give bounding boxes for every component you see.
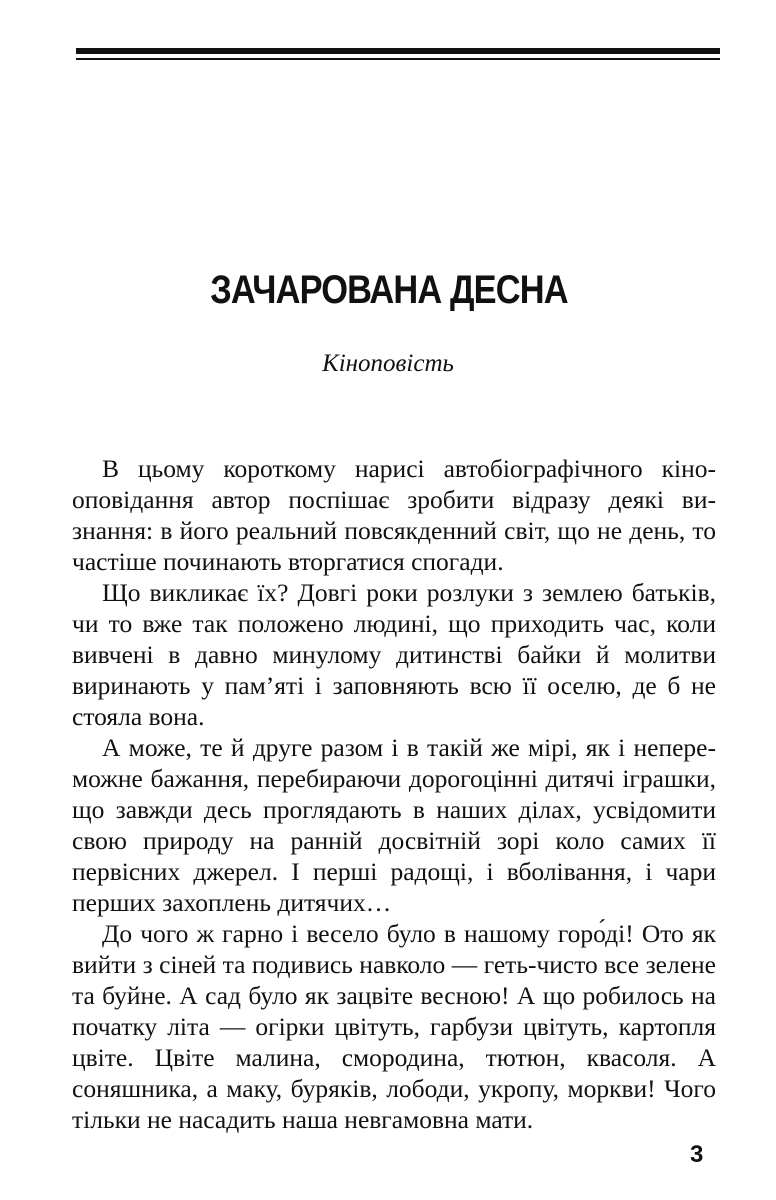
chapter-subtitle: Кіноповість	[322, 350, 454, 377]
header-rule-thick	[76, 48, 720, 54]
chapter-title: ЗАЧАРОВАНА ДЕСНА	[210, 268, 568, 312]
paragraph: В цьому короткому нарисі автобіографічного кінооповідання автор поспішає зробити відразу деякі визнання: в його реальний повсякденний світ, що не день, то частіше починають вторгатися спогади.	[72, 454, 716, 576]
paragraph: А може, те й друге разом і в такій же мірі, як і непереможне бажання, перебираючи дорогоцінні дитячі іграшки, що завжди десь проглядають в наших ділах, усвідомити свою природу на ранній досвітній зорі коло самих її первісних джерел. І перші радощі, і вболівання, і чари перших захоплень дитячих…	[72, 733, 716, 917]
intro-section	[72, 453, 716, 918]
main-section	[72, 918, 716, 1135]
page-number: 3	[690, 1141, 704, 1168]
paragraph: До чого ж гарно і весело було в нашому горо́ді! Ото як вийти з сіней та подивись навколо — геть-чисто все зелене та буйне. А сад було як зацвіте весною! А що робилось на початку літа — огірки цвітуть, гарбузи цвітуть, картопля цвіте. Цвіте малина, смородина, тютюн, квасоля. А соняшника, а маку, буряків, лободи, укропу, моркви! Чого тільки не насадить наша невгамовна мати.	[72, 919, 716, 1134]
paragraph: Що викликає їх? Довгі роки розлуки з землею батьків, чи то вже так положено людині, що приходить час, коли вивчені в давно минулому дитинстві байки й молитви виринають у пам’яті і заповняють всю її оселю, де б не стояла вона.	[72, 578, 716, 731]
header-rule-thin	[76, 58, 720, 60]
